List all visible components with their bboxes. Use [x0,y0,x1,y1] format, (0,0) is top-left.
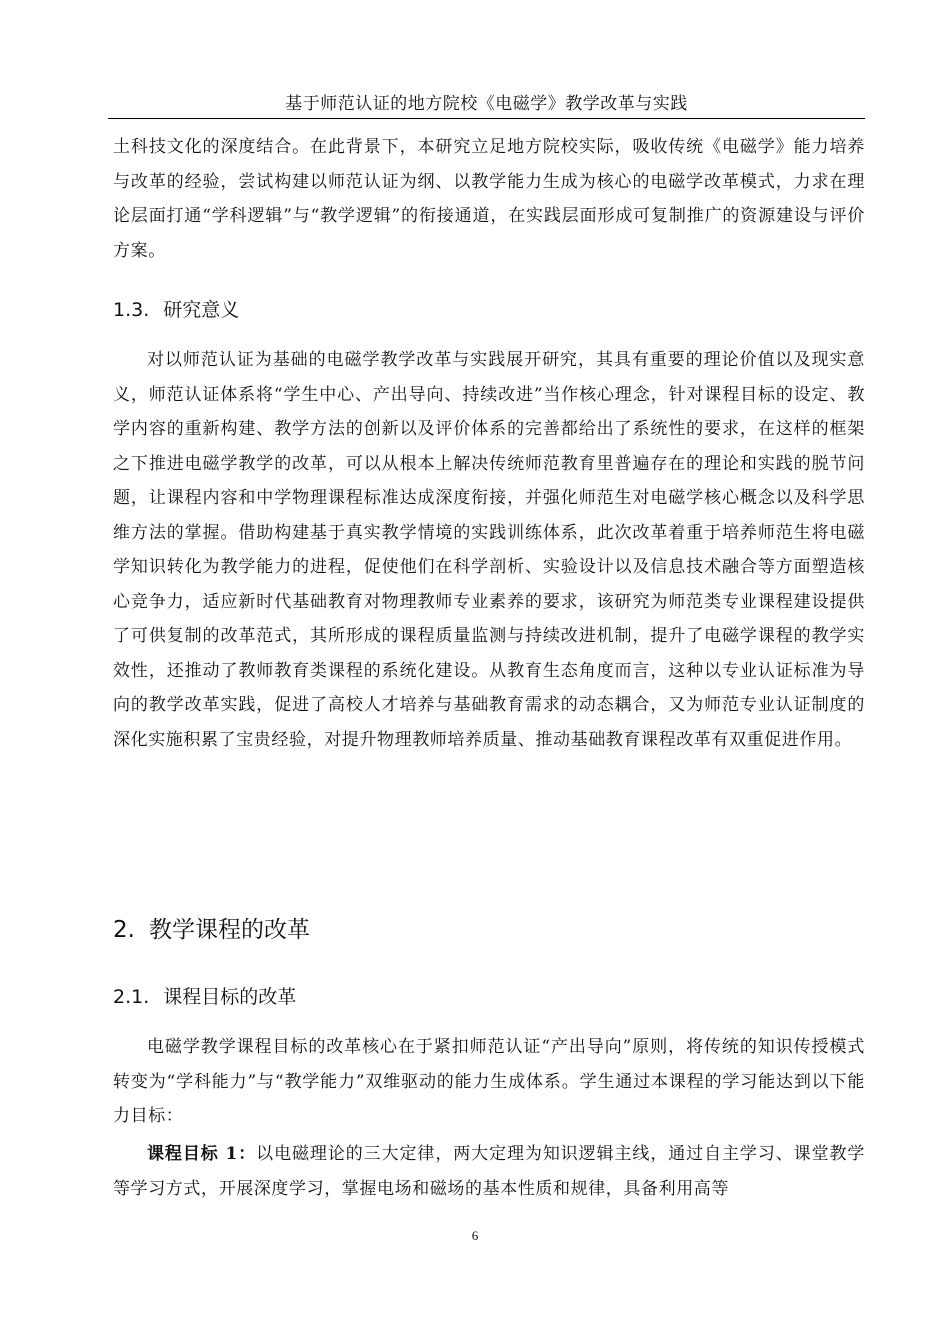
section-title: 课程目标的改革 [163,986,297,1008]
section-number: 2.1. [113,986,150,1008]
course-goal-label: 课程目标 1： [147,1144,257,1164]
section-heading-2-1 [113,984,296,1010]
course-goal-text: 以电磁理论的三大定律，两大定理为知识逻辑主线，通过自主学习、课堂教学等学习方式，开展深度学习，掌握电场和磁场的基本性质和规律，具备利用高等 [113,1144,865,1199]
chapter-number: 2. [113,917,135,943]
chapter-heading-2 [113,915,310,945]
page-number: 6 [471,1228,479,1243]
chapter-title: 教学课程的改革 [148,917,310,943]
section-number: 1.3. [113,299,150,321]
paragraph-continuation: 土科技文化的深度结合。在此背景下，本研究立足地方院校实际，吸收传统《电磁学》能力培养与改革的经验，尝试构建以师范认证为纲、以教学能力生成为核心的电磁学改革模式，力求在理论层面打通“学科逻辑”与“教学逻辑”的衔接通道，在实践层面形成可复制推广的资源建设与评价方案。 [113,137,865,261]
section-heading-1-3 [113,297,239,323]
header-rule [108,118,865,119]
section-title: 研究意义 [163,299,240,321]
running-header: 基于师范认证的地方院校《电磁学》教学改革与实践 [285,94,688,114]
paragraph-course-goal-1 [113,1137,865,1206]
paragraph-research-significance: 对以师范认证为基础的电磁学教学改革与实践展开研究，其具有重要的理论价值以及现实意义，师范认证体系将“学生中心、产出导向、持续改进”当作核心理念，针对课程目标的设定、教学内容的重新构建、教学方法的创新以及评价体系的完善都给出了系统性的要求，在这样的框架之下推进电磁学教学的改革，可以从根本上解决传统师范教育里普遍存在的理论和实践的脱节问题，让课程内容和中学物理课程标准达成深度衔接，并强化师范生对电磁学核心概念以及科学思维方法的掌握。借助构建基于真实教学情境的实践训练体系，此次改革着重于培养师范生将电磁学知识转化为教学能力的进程，促使他们在科学剖析、实验设计以及信息技术融合等方面塑造核心竞争力，适应新时代基础教育对物理教师专业素养的要求，该研究为师范类专业课程建设提供了可供复制的改革范式，其所形成的课程质量监测与持续改进机制，提升了电磁学课程的教学实效性，还推动了教师教育类课程的系统化建设。从教育生态角度而言，这种以专业认证标准为导向的教学改革实践，促进了高校人才培养与基础教育需求的动态耦合，又为师范专业认证制度的深化实施积累了宝贵经验，对提升物理教师培养质量、推动基础教育课程改革有双重促进作用。 [113,350,865,750]
paragraph-goal-intro: 电磁学教学课程目标的改革核心在于紧扣师范认证“产出导向”原则，将传统的知识传授模式转变为“学科能力”与“教学能力”双维驱动的能力生成体系。学生通过本课程的学习能达到以下能力目标： [113,1037,865,1126]
